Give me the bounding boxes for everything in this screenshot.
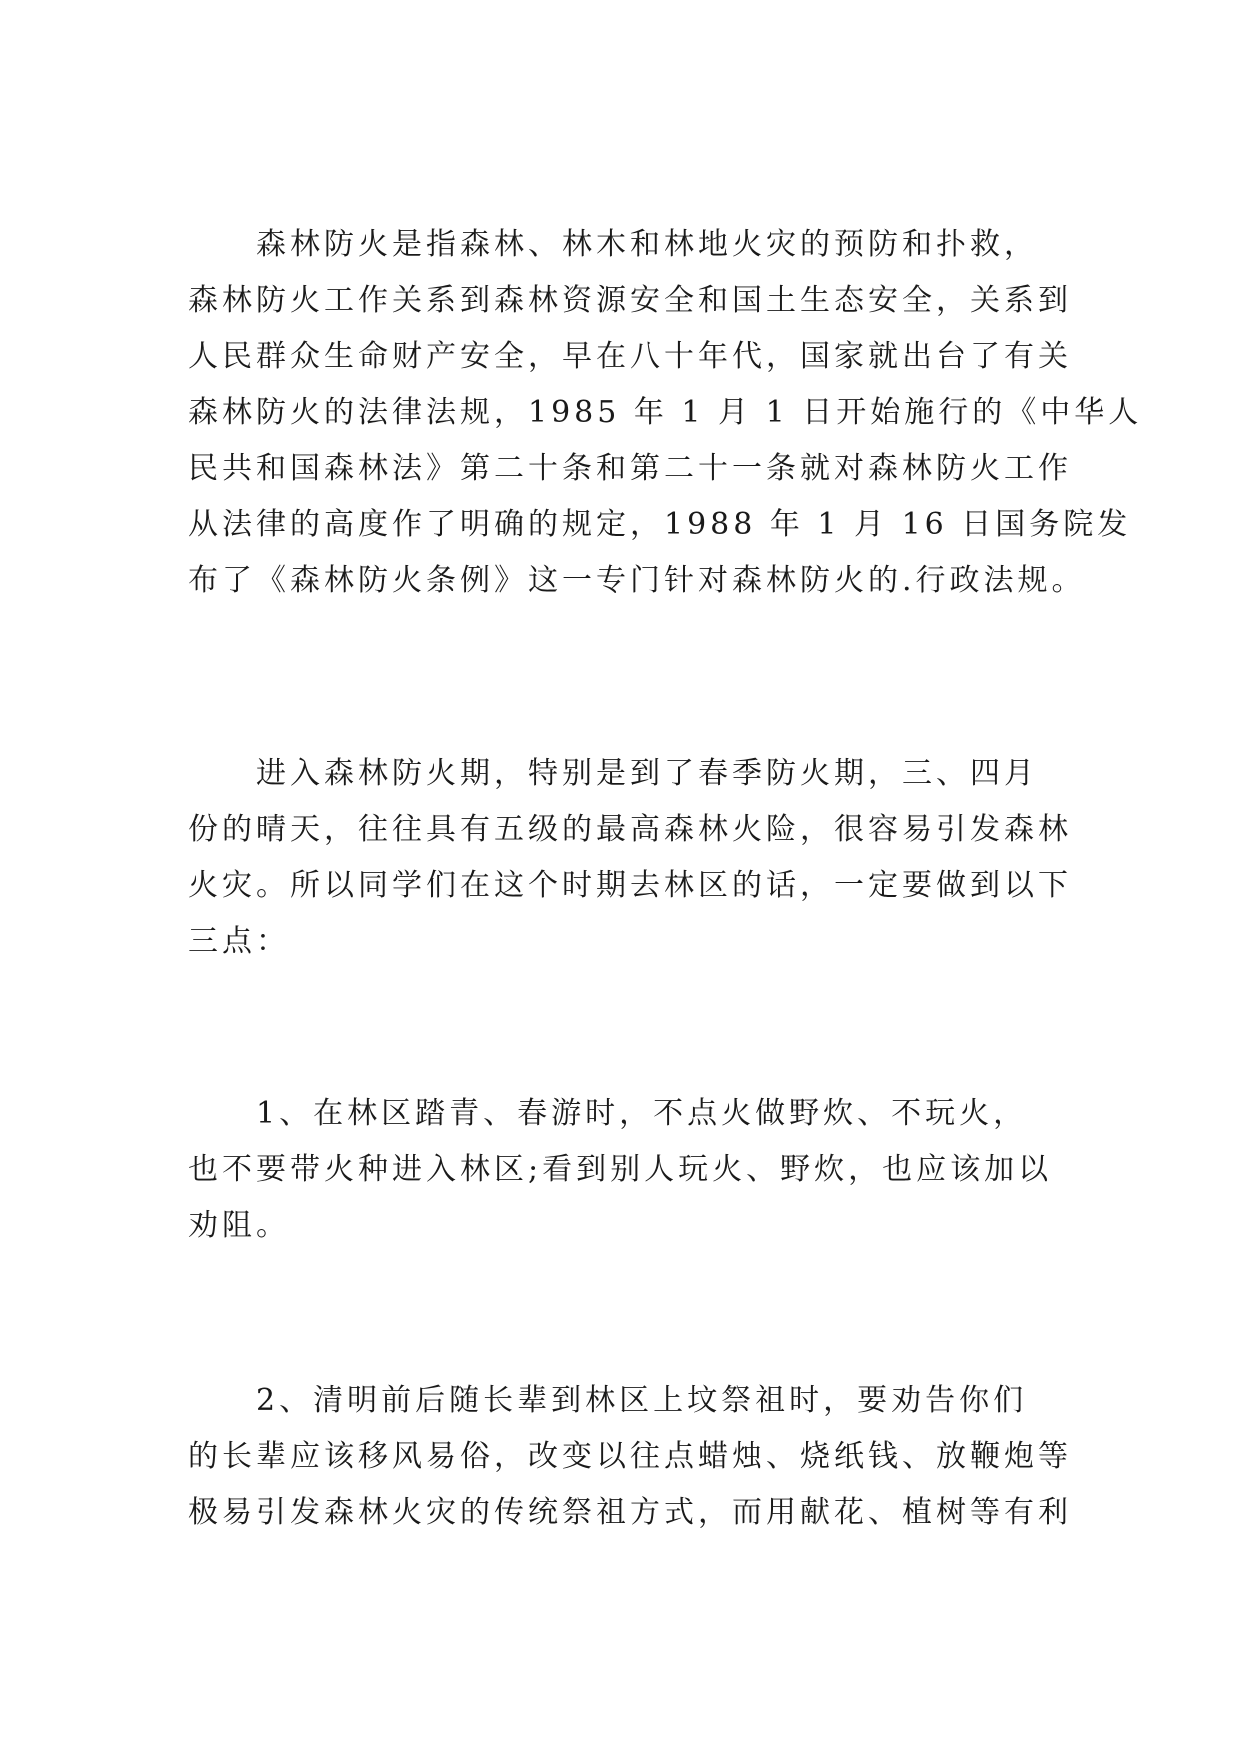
text-line: 劝阻。 <box>188 1208 290 1243</box>
paragraph-point-2 <box>188 1373 1072 1541</box>
text-line: 极易引发森林火灾的传统祭祖方式，而用献花、植树等有利 <box>188 1495 1072 1530</box>
text-line: 三点： <box>188 924 290 959</box>
text-line: 布了《森林防火条例》这一专门针对森林防火的.行政法规。 <box>188 563 1086 598</box>
paragraph-point-1 <box>188 1086 1068 1254</box>
text-line: 也不要带火种进入林区;看到别人玩火、野炊，也应该加以 <box>188 1152 1053 1187</box>
text-line: 进入森林防火期，特别是到了春季防火期，三、四月 <box>188 756 1038 791</box>
text-line: 火灾。所以同学们在这个时期去林区的话，一定要做到以下 <box>188 868 1072 903</box>
text-line: 森林防火的法律法规，1985 年 1 月 1 日开始施行的《中华人 <box>188 395 1143 430</box>
paragraph-forest-fire-definition <box>188 217 1143 609</box>
text-line: 份的晴天，往往具有五级的最高森林火险，很容易引发森林 <box>188 812 1072 847</box>
text-line: 1、在林区踏青、春游时，不点火做野炊、不玩火， <box>188 1096 1028 1131</box>
text-line: 的长辈应该移风易俗，改变以往点蜡烛、烧纸钱、放鞭炮等 <box>188 1439 1072 1474</box>
text-line: 从法律的高度作了明确的规定，1988 年 1 月 16 日国务院发 <box>188 507 1132 542</box>
paragraph-fire-season <box>188 746 1072 970</box>
text-line: 森林防火工作关系到森林资源安全和国土生态安全，关系到 <box>188 283 1072 318</box>
text-line: 森林防火是指森林、林木和林地火灾的预防和扑救， <box>188 227 1038 262</box>
text-line: 民共和国森林法》第二十条和第二十一条就对森林防火工作 <box>188 451 1072 486</box>
text-line: 人民群众生命财产安全，早在八十年代，国家就出台了有关 <box>188 339 1072 374</box>
text-line: 2、清明前后随长辈到林区上坟祭祖时，要劝告你们 <box>188 1383 1028 1418</box>
